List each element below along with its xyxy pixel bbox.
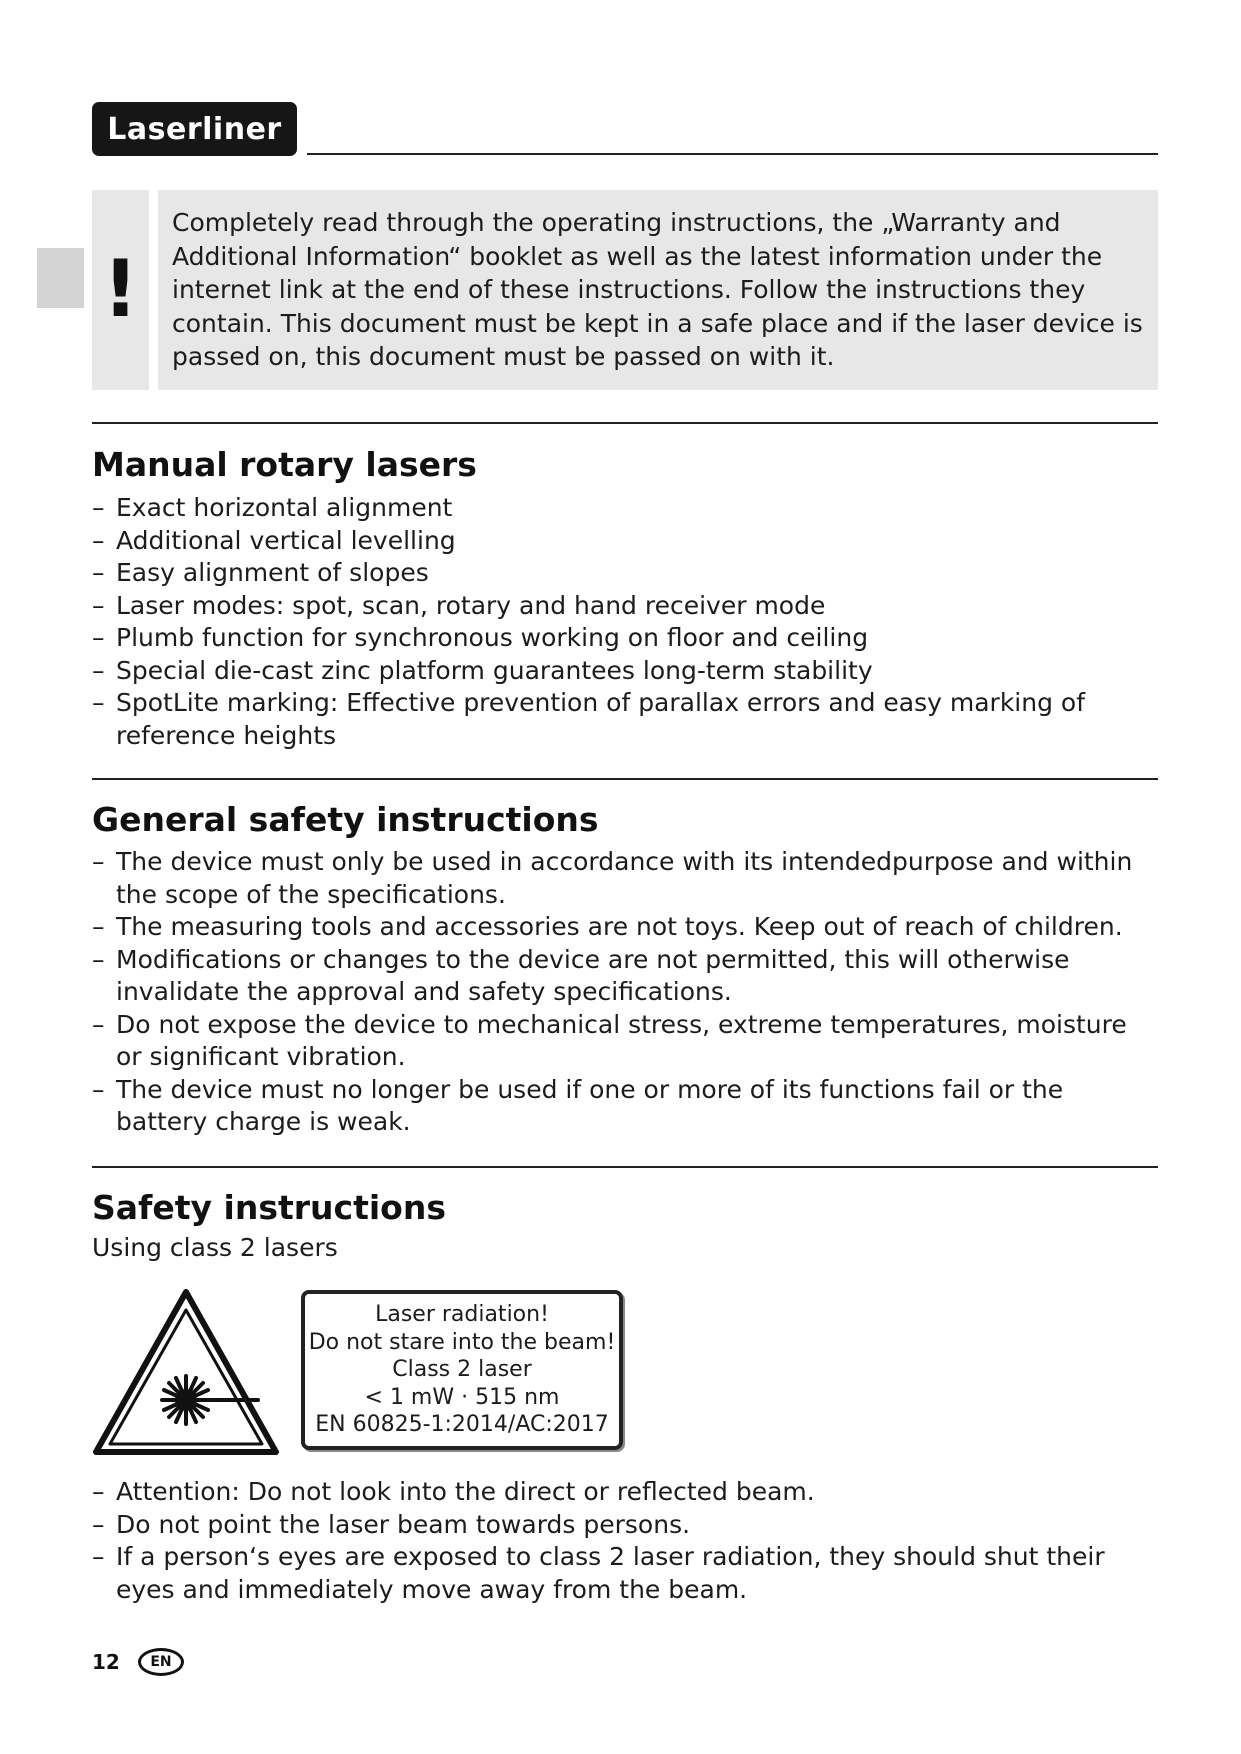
list-item-text: Easy alignment of slopes (116, 558, 429, 587)
label-line-5: EN 60825-1:2014/AC:2017 (315, 1412, 609, 1438)
list-item (92, 590, 1158, 623)
list-dash-marker: – (92, 688, 105, 717)
laser-class-label (301, 1290, 623, 1450)
list-item-text: Laser modes: spot, scan, rotary and hand receiver mode (116, 590, 826, 620)
features-list (92, 492, 1158, 752)
page-number: 12 (92, 1650, 120, 1674)
list-dash-marker: – (92, 944, 105, 974)
label-line-2: Do not stare into the beam! (308, 1329, 616, 1355)
section-rule-features (92, 422, 1158, 424)
list-item (92, 846, 1158, 911)
brand-logo (92, 102, 297, 156)
notice-text: Completely read through the operating instructions, the „Warranty and Additional Information“ booklet as well as the latest information under the internet link at the end of these instructions. Follow the instructions they contain. This document must be kept in a safe place and if the laser device is passed on, this document must be passed on with it. (172, 208, 1143, 371)
list-item-text: Plumb function for synchronous working on floor and ceiling (116, 623, 869, 652)
list-item-text: The device must no longer be used if one or more of its functions fail or the battery charge is weak. (116, 1074, 1064, 1136)
label-line-1: Laser radiation! (375, 1302, 549, 1328)
notice-box (158, 190, 1158, 390)
list-dash-marker: – (92, 525, 105, 555)
list-dash-marker: – (92, 1009, 105, 1039)
list-item (92, 1074, 1158, 1139)
section-rule-safety (92, 1166, 1158, 1168)
general-safety-list (92, 846, 1158, 1139)
list-item-text: Do not point the laser beam towards persons. (116, 1509, 691, 1539)
list-dash-marker: – (92, 1074, 105, 1104)
list-item (92, 1009, 1158, 1074)
list-item-text: Additional vertical levelling (116, 525, 456, 555)
exclamation-icon (92, 190, 149, 390)
list-dash-marker: – (92, 623, 105, 652)
list-item (92, 655, 1158, 688)
list-item-text: Modifications or changes to the device are not permitted, this will otherwise invalidate the approval and safety specifications. (116, 944, 1070, 1006)
notice-mark-glyph: ! (102, 245, 139, 335)
list-item (92, 1509, 1158, 1542)
list-item (92, 911, 1158, 944)
list-item (92, 492, 1158, 525)
list-item (92, 1541, 1158, 1606)
header-rule (307, 153, 1158, 155)
list-dash-marker: – (92, 558, 105, 587)
label-line-3: Class 2 laser (392, 1357, 532, 1383)
list-item-text: Exact horizontal alignment (116, 493, 453, 522)
label-line-4: < 1 mW · 515 nm (364, 1384, 560, 1410)
list-item (92, 557, 1158, 590)
list-dash-marker: – (92, 655, 105, 685)
list-dash-marker: – (92, 912, 105, 941)
list-item (92, 622, 1158, 655)
list-item (92, 944, 1158, 1009)
safety-heading: Safety instructions (92, 1188, 446, 1227)
laser-warning-icon (92, 1288, 280, 1456)
list-dash-marker: – (92, 493, 105, 522)
list-item-text: The measuring tools and accessories are not toys. Keep out of reach of children. (116, 912, 1123, 941)
list-dash-marker: – (92, 1542, 105, 1571)
language-code: EN (150, 1654, 172, 1670)
list-dash-marker: – (92, 847, 105, 876)
brand-name: Laserliner (107, 111, 282, 147)
list-item-text: Attention: Do not look into the direct or reflected beam. (116, 1477, 815, 1506)
safety-list (92, 1476, 1158, 1606)
list-item (92, 525, 1158, 558)
list-item (92, 1476, 1158, 1509)
list-item (92, 687, 1158, 752)
list-dash-marker: – (92, 590, 105, 620)
features-heading: Manual rotary lasers (92, 445, 477, 484)
list-item-text: The device must only be used in accordance with its intendedpurpose and within the scope of the specifications. (116, 847, 1133, 909)
list-item-text: SpotLite marking: Effective prevention of parallax errors and easy marking of reference heights (116, 688, 1086, 750)
list-item-text: If a person‘s eyes are exposed to class 2 laser radiation, they should shut their eyes and immediately move away from the beam. (116, 1542, 1105, 1604)
list-item-text: Special die-cast zinc platform guarantees long-term stability (116, 655, 873, 685)
language-badge (138, 1648, 184, 1676)
general-safety-heading: General safety instructions (92, 800, 599, 839)
safety-subheading: Using class 2 lasers (92, 1233, 338, 1262)
list-item-text: Do not expose the device to mechanical stress, extreme temperatures, moisture or significant vibration. (116, 1009, 1127, 1071)
section-rule-general-safety (92, 778, 1158, 780)
list-dash-marker: – (92, 1477, 105, 1506)
side-tab-marker (37, 248, 84, 308)
list-dash-marker: – (92, 1509, 105, 1539)
